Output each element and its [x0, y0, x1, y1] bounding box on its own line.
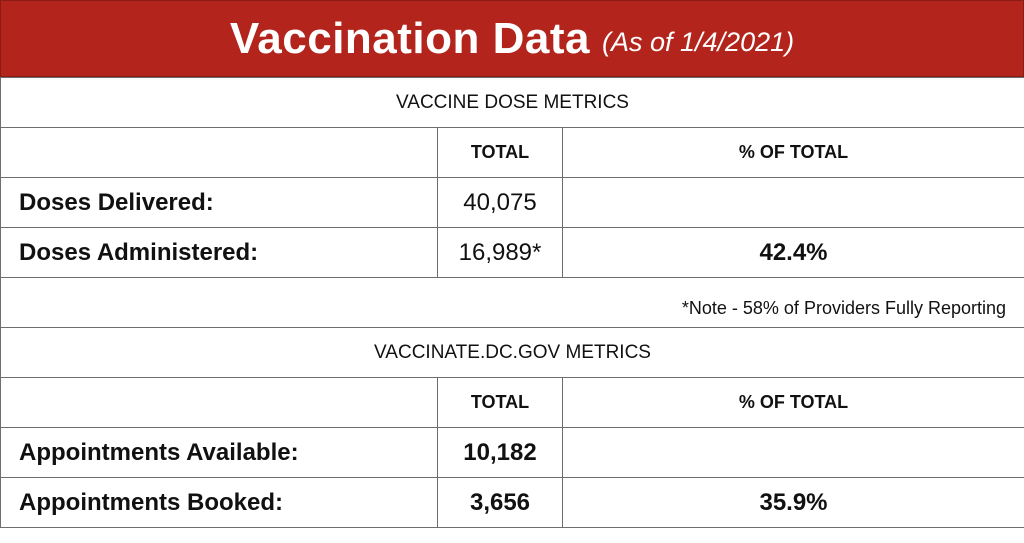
doses-delivered-label: Doses Delivered:: [1, 178, 438, 228]
dose-column-header-row: [1, 128, 1024, 178]
appointments-available-total: 10,182: [438, 428, 563, 478]
site-column-header-row: [1, 378, 1024, 428]
dose-empty-header-cell: [1, 128, 438, 178]
dose-pct-header: % OF TOTAL: [563, 128, 1024, 178]
dose-total-header: TOTAL: [438, 128, 563, 178]
table-row: [1, 478, 1024, 528]
reporting-note: *Note - 58% of Providers Fully Reporting: [1, 278, 1024, 328]
site-section-header-row: [1, 328, 1024, 378]
appointments-booked-pct: 35.9%: [563, 478, 1024, 528]
site-total-header: TOTAL: [438, 378, 563, 428]
doses-delivered-pct: [563, 178, 1024, 228]
appointments-available-pct: [563, 428, 1024, 478]
table-row: [1, 428, 1024, 478]
appointments-available-label: Appointments Available:: [1, 428, 438, 478]
site-empty-header-cell: [1, 378, 438, 428]
note-row: [1, 278, 1024, 328]
site-pct-header: % OF TOTAL: [563, 378, 1024, 428]
doses-delivered-total: 40,075: [438, 178, 563, 228]
metrics-table: [0, 77, 1024, 528]
appointments-booked-label: Appointments Booked:: [1, 478, 438, 528]
doses-administered-pct: 42.4%: [563, 228, 1024, 278]
dose-section-header-row: [1, 78, 1024, 128]
appointments-booked-total: 3,656: [438, 478, 563, 528]
page-title: Vaccination Data: [229, 13, 590, 63]
doses-administered-label: Doses Administered:: [1, 228, 438, 278]
page-subtitle: (As of 1/4/2021): [602, 27, 795, 57]
table-row: [1, 228, 1024, 278]
title-bar: [0, 0, 1024, 77]
site-section-title: VACCINATE.DC.GOV METRICS: [1, 328, 1024, 378]
dose-section-title: VACCINE DOSE METRICS: [1, 78, 1024, 128]
doses-administered-total: 16,989*: [438, 228, 563, 278]
table-row: [1, 178, 1024, 228]
